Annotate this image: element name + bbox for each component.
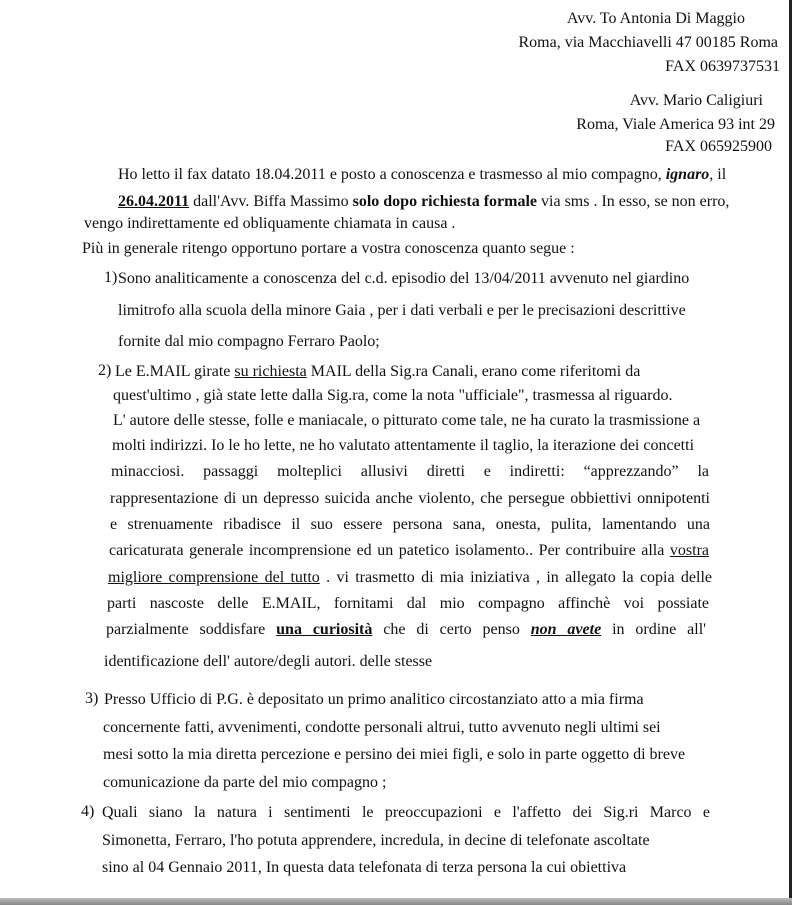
text-segment: Ho letto il fax datato 18.04.2011 e posto a conoscenza e trasmesso al mio compagno, xyxy=(118,166,666,183)
text-segment: migliore comprensione del tutto xyxy=(108,569,320,586)
text-segment: fornite dal mio compagno Ferraro Paolo; xyxy=(118,333,380,350)
text-segment: . vi trasmetto di mia iniziativa , in allegato la copia delle xyxy=(319,569,712,586)
text-segment: e strenuamente ribadisce il suo essere persona sana, onesta, pulita, lamentando una xyxy=(110,516,710,533)
recipient2-fax: FAX 065925900 xyxy=(665,138,772,155)
text-line xyxy=(108,568,712,588)
recipient1-name: Avv. To Antonia Di Maggio xyxy=(566,10,745,27)
text-segment: in ordine all' xyxy=(601,621,706,638)
text-line xyxy=(107,594,709,614)
text-segment: rappresentazione di un depresso suicida anche violento, che persegue obbiettivi onnipotenti xyxy=(110,490,710,507)
text-line xyxy=(113,386,672,406)
text-segment: identificazione dell' autore/degli autori. delle stesse xyxy=(104,653,433,670)
text-segment: L' autore delle stesse, folle e maniacale, o pitturato come tale, ne ha curato la trasmissione a xyxy=(113,412,701,429)
text-segment: 26.04.2011 xyxy=(118,193,190,210)
text-segment: Le E.MAIL girate xyxy=(115,363,235,380)
text-segment: vostra xyxy=(669,542,709,559)
text-segment: solo dopo richiesta formale xyxy=(352,193,538,210)
text-line xyxy=(102,831,650,851)
text-segment: MAIL della Sig.ra Canali, erano come riferitomi da xyxy=(306,363,641,380)
text-line xyxy=(84,214,455,234)
text-line xyxy=(109,541,709,561)
text-segment: limitrofo alla scuola della minore Gaia , per i dati verbali e per le precisazioni descrittive xyxy=(118,302,686,319)
text-segment: concernente fatti, avvenimenti, condotte personali altrui, tutto avvenuto negli ultimi sei xyxy=(103,719,661,736)
text-segment: su richiesta xyxy=(234,363,307,380)
text-line xyxy=(118,192,729,212)
item-number-2: 2) xyxy=(98,362,112,379)
text-segment: vengo indirettamente ed obliquamente chiamata in causa . xyxy=(84,215,456,232)
text-line xyxy=(102,858,626,878)
text-segment: Presso Ufficio di P.G. è depositato un primo analitico circostanziato atto a mia firma xyxy=(104,691,644,708)
text-line xyxy=(118,165,726,185)
scan-bottom-edge xyxy=(0,898,792,905)
text-segment: molti indirizzi. Io le ho lette, ne ho valutato attentamente il taglio, la iterazione dei concetti xyxy=(112,437,695,454)
text-line xyxy=(111,462,709,482)
text-line xyxy=(103,718,661,738)
text-segment: quest'ultimo , già state lette dalla Sig.ra, come la nota "ufficiale", trasmessa al riguardo. xyxy=(113,387,673,404)
text-segment: ignaro xyxy=(665,166,710,183)
text-segment: dall'Avv. Biffa Massimo xyxy=(189,193,353,210)
text-segment: Più in generale ritengo opportuno portare a vostra conoscenza quanto segue : xyxy=(82,240,575,257)
text-segment: non avete xyxy=(530,621,602,638)
item-number-1: 1) xyxy=(104,269,118,286)
text-line xyxy=(110,489,710,509)
item-number-4: 4) xyxy=(81,803,95,820)
text-segment: minacciosi. passaggi molteplici allusivi diretti e indiretti: “apprezzando” la xyxy=(111,463,709,480)
recipient1-address: Roma, via Macchiavelli 47 00185 Roma xyxy=(518,34,778,51)
recipient2-address: Roma, Viale America 93 int 29 xyxy=(576,116,775,133)
text-line xyxy=(102,803,710,823)
text-segment: una curiosità xyxy=(276,621,373,638)
text-segment: Simonetta, Ferraro, l'ho potuta apprendere, incredula, in decine di telefonate ascoltate xyxy=(102,832,650,849)
text-line xyxy=(104,690,644,710)
text-line xyxy=(104,652,432,672)
text-line xyxy=(118,269,689,289)
text-line xyxy=(103,745,685,765)
text-segment: Sono analiticamente a conoscenza del c.d. episodio del 13/04/2011 avvenuto nel giardino xyxy=(118,270,690,287)
text-line xyxy=(103,773,386,793)
text-segment: comunicazione da parte del mio compagno ; xyxy=(103,774,387,791)
text-segment: mesi sotto la mia diretta percezione e persino dei miei figli, e solo in parte oggetto di breve xyxy=(103,746,686,763)
text-line xyxy=(115,362,640,382)
text-line xyxy=(118,332,380,352)
item-number-3: 3) xyxy=(85,690,99,707)
text-line xyxy=(110,515,710,535)
recipient1-fax: FAX 0639737531 xyxy=(665,58,780,75)
text-segment: Quali siano la natura i sentimenti le preoccupazioni e l'affetto dei Sig.ri Marco e xyxy=(102,804,710,821)
text-segment: via sms . In esso, se non erro, xyxy=(537,193,730,210)
text-segment: che di certo penso xyxy=(372,621,531,638)
text-line xyxy=(112,436,694,456)
text-line xyxy=(106,620,706,640)
text-segment: caricaturata generale incomprensione ed un patetico isolamento.. Per contribuire alla xyxy=(109,542,670,559)
text-segment: parzialmente soddisfare xyxy=(106,621,277,638)
text-line xyxy=(82,239,575,259)
recipient2-name: Avv. Mario Caligiuri xyxy=(629,92,763,109)
text-segment: sino al 04 Gennaio 2011, In questa data telefonata di terza persona la cui obiettiva xyxy=(102,859,627,876)
text-segment: parti nascoste delle E.MAIL, fornitami dal mio compagno affinchè voi possiate xyxy=(107,595,709,612)
text-line xyxy=(113,411,700,431)
text-segment: , il xyxy=(709,166,727,183)
text-line xyxy=(118,301,686,321)
